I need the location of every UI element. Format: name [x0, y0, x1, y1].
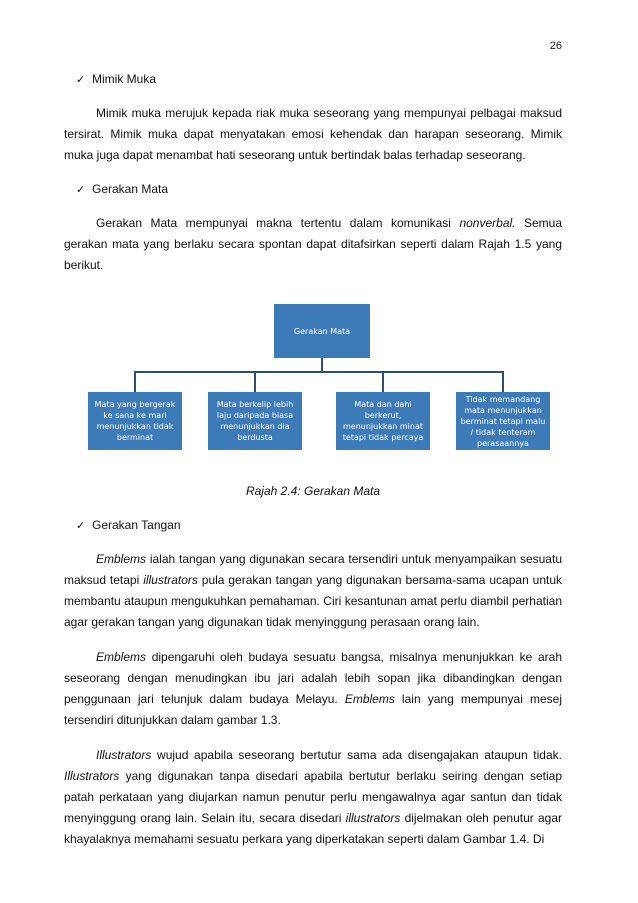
text-run: lain yang mempunyai mesej tersendiri ditunjukkan dalam gambar 1.3. — [64, 692, 562, 727]
text-run: pula gerakan tangan yang digunakan bersama-sama ucapan untuk membantu ataupun mengukuhkan pemahaman. Ciri kesantunan amat perlu diambil perhatian agar gerakan tangan yang digunakan tidak menyinggung perasaan orang lain. — [64, 573, 562, 629]
paragraph-mata — [64, 213, 562, 276]
heading-gerakan-tangan — [76, 516, 562, 535]
connector-line — [254, 371, 256, 392]
connector-line — [134, 371, 504, 373]
diagram-child-node: Mata yang bergerak ke sana ke mari menunjukkan tidak berminat — [88, 392, 182, 450]
paragraph-mimik: Mimik muka merujuk kepada riak muka seseorang yang mempunyai pelbagai maksud tersirat. Mimik muka dapat menyatakan emosi kehendak dan harapan seseorang. Mimik muka juga dapat menambat hati seseorang untuk bertindak balas terhadap seseorang. — [64, 106, 562, 162]
figure-caption: Rajah 2.4: Gerakan Mata — [245, 484, 381, 498]
heading-gerakan-mata — [76, 180, 562, 199]
page-number: 26 — [549, 40, 562, 52]
hierarchy-diagram — [56, 304, 556, 464]
text-italic: Illustrators — [96, 748, 152, 762]
connector-line — [502, 371, 504, 392]
checkmark-icon: ✓ — [76, 183, 86, 196]
paragraph-tangan-1 — [64, 549, 562, 633]
diagram-child-node: Mata berkelip lebih laju daripada biasa menunjukkan dia berdusta — [208, 392, 302, 450]
text-italic: Emblems — [96, 650, 147, 664]
heading-text: Gerakan Tangan — [92, 518, 181, 532]
text-italic: Emblems — [96, 552, 147, 566]
text-run: yang digunakan tanpa disedari apabila bertutur berlaku seiring dengan setiap patah perkataan yang diujarkan namun penutur perlu mengawalnya agar santun dan tidak menyinggung orang lain. Selain itu, secara disedari — [64, 769, 562, 825]
heading-text: Gerakan Mata — [92, 182, 169, 196]
text-run: Gerakan Mata mempunyai makna tertentu dalam komunikasi — [96, 216, 460, 230]
connector-line — [134, 371, 136, 392]
diagram-child-node: Mata dan dahi berkerut, menunjukkan minat tetapi tidak percaya — [336, 392, 430, 450]
text-italic: illustrators — [345, 811, 401, 825]
diagram-root-node: Gerakan Mata — [274, 304, 370, 358]
heading-text: Mimik Muka — [92, 72, 157, 86]
text-italic: Emblems — [344, 692, 395, 706]
connector-line — [321, 358, 323, 372]
connector-line — [382, 371, 384, 392]
checkmark-icon: ✓ — [76, 519, 86, 532]
text-run: ialah tangan yang digunakan secara tersendiri untuk menyampaikan sesuatu maksud tetapi — [64, 552, 562, 587]
paragraph-tangan-2 — [64, 647, 562, 731]
text-run: dipengaruhi oleh budaya sesuatu bangsa, misalnya menunjukkan ke arah seseorang dengan menudingkan ibu jari adalah lebih sopan jika dibandingkan dengan penggunaan jari telunjuk dalam budaya Melayu. — [64, 650, 562, 706]
text-italic: Illustrators — [64, 769, 120, 783]
document-body — [64, 70, 562, 864]
text-italic: nonverbal. — [459, 216, 516, 230]
heading-mimik-muka — [76, 70, 562, 89]
text-run: dijelmakan oleh penutur agar khayalaknya memahami sesuatu perkara yang diperkatakan seperti dalam Gambar 1.4. Di — [64, 811, 562, 846]
diagram-child-node: Tidak memandang mata menunjukkan berminat tetapi malu / tidak tenteram perasaannya — [456, 392, 550, 450]
text-run: wujud apabila seseorang bertutur sama ada disengajakan ataupun tidak. — [151, 748, 562, 762]
checkmark-icon: ✓ — [76, 73, 86, 86]
text-run: Semua gerakan mata yang berlaku secara spontan dapat ditafsirkan seperti dalam Rajah 1.5 yang berikut. — [64, 216, 562, 272]
paragraph-tangan-3 — [64, 745, 562, 850]
text-italic: illustrators — [143, 573, 198, 587]
